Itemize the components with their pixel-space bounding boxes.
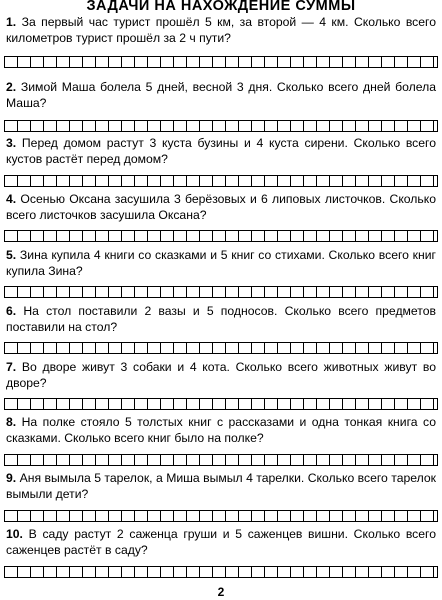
task-1 bbox=[6, 15, 436, 46]
page-number: 2 bbox=[217, 585, 225, 599]
page-title: ЗАДАЧИ НА НАХОЖДЕНИЕ СУММЫ bbox=[86, 0, 356, 14]
task-number: 7. bbox=[6, 360, 17, 374]
task-2 bbox=[6, 80, 436, 111]
task-text: Зимой Маша болела 5 дней, весной 3 дня. Сколько всего дней болела Маша? bbox=[6, 80, 436, 110]
task-9 bbox=[6, 471, 436, 502]
task-text: В саду растут 2 саженца груши и 5 саженцев вишни. Сколько всего саженцев растёт в саду? bbox=[6, 527, 437, 557]
answer-cells-7[interactable] bbox=[4, 398, 438, 410]
answer-cells-6[interactable] bbox=[4, 342, 438, 354]
task-7 bbox=[6, 360, 436, 391]
task-number: 6. bbox=[6, 304, 17, 318]
answer-cells-10[interactable] bbox=[4, 566, 438, 578]
task-text: Во дворе живут 3 собаки и 4 кота. Сколько всего животных живут во дворе? bbox=[6, 360, 436, 390]
task-number: 8. bbox=[6, 415, 17, 429]
task-number: 9. bbox=[6, 471, 17, 485]
task-text: Зина купила 4 книги со сказками и 5 книг со стихами. Сколько всего книг купила Зина? bbox=[6, 248, 436, 278]
task-number: 3. bbox=[6, 136, 17, 150]
answer-cells-3[interactable] bbox=[4, 175, 438, 187]
task-text: На стол поставили 2 вазы и 5 подносов. Сколько всего предметов поставили на стол? bbox=[6, 304, 437, 334]
task-text: Осенью Оксана засушила 3 берёзовых и 6 липовых листочков. Сколько всего листочков засушила Оксана? bbox=[6, 192, 437, 222]
task-number: 1. bbox=[6, 15, 17, 29]
task-text: На полке стояло 5 толстых книг с рассказами и одна тонкая книга со сказками. Сколько всего книг было на полке? bbox=[6, 415, 436, 445]
task-8 bbox=[6, 415, 436, 446]
task-number: 2. bbox=[6, 80, 17, 94]
answer-cells-5[interactable] bbox=[4, 286, 438, 298]
task-text: За первый час турист прошёл 5 км, за второй — 4 км. Сколько всего километров турист прошёл за 2 ч пути? bbox=[6, 15, 437, 45]
task-10 bbox=[6, 527, 436, 558]
answer-cells-9[interactable] bbox=[4, 510, 438, 522]
task-6 bbox=[6, 304, 436, 335]
answer-cells-1[interactable] bbox=[4, 56, 438, 68]
answer-cells-8[interactable] bbox=[4, 454, 438, 466]
answer-cells-4[interactable] bbox=[4, 230, 438, 242]
task-text: Перед домом растут 3 куста бузины и 4 куста сирени. Сколько всего кустов растёт перед домом? bbox=[6, 136, 437, 166]
task-number: 5. bbox=[6, 248, 17, 262]
task-number: 10. bbox=[6, 527, 23, 541]
task-text: Аня вымыла 5 тарелок, а Миша вымыл 4 тарелки. Сколько всего тарелок вымыли дети? bbox=[6, 471, 436, 501]
task-4 bbox=[6, 192, 436, 223]
task-5 bbox=[6, 248, 436, 279]
task-3 bbox=[6, 136, 436, 167]
task-number: 4. bbox=[6, 192, 17, 206]
answer-cells-2[interactable] bbox=[4, 120, 438, 132]
